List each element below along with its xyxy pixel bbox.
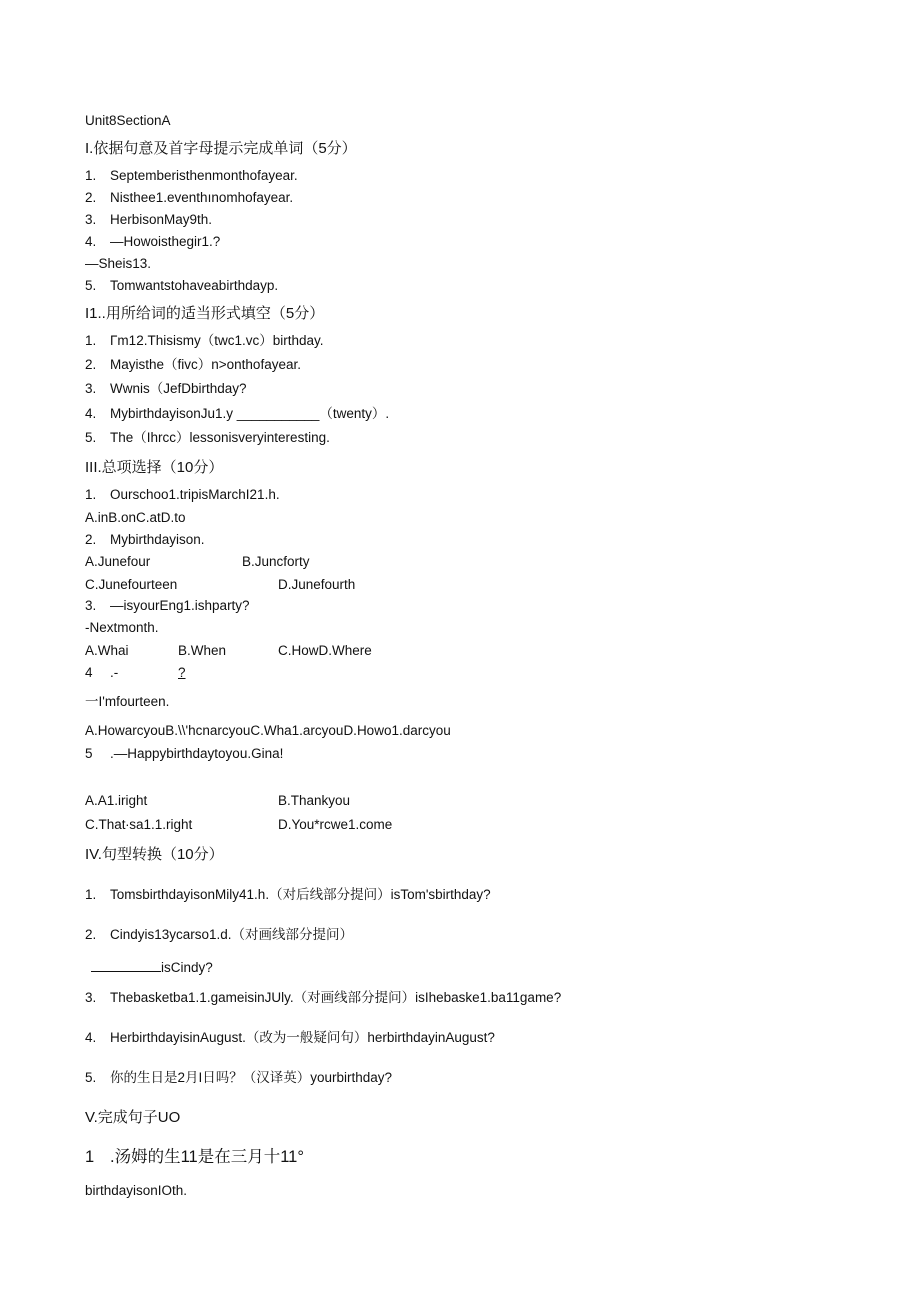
list-item: 1. Septemberisthenmonthofayear. [85, 168, 298, 183]
option-c: C.Junefourteen [85, 577, 178, 592]
list-item: 4. —Howoisthegir1.? [85, 234, 221, 249]
answer-line: —Sheis13. [85, 256, 152, 271]
list-item: 5. The（Ihrcc）lessonisveryinteresting. [85, 430, 330, 445]
option-a: A.Junefour [85, 554, 151, 569]
option-d: D.You*rcwe1.come [278, 817, 393, 832]
question-3: 3. —isyourEng1.ishparty? [85, 598, 250, 613]
option-a: A.A1.iright [85, 793, 148, 808]
list-item: 2. Nisthee1.eventhınomhofayear. [85, 190, 294, 205]
list-item: 5. Tomwantstohaveabirthdayp. [85, 278, 279, 293]
answer-line: -Nextmonth. [85, 620, 159, 635]
list-item: 4. MybirthdayisonJu1.y ___________（twenty）. [85, 406, 390, 421]
question-1: 1. Ourschoo1.tripisMarchI21.h. [85, 487, 280, 502]
question-2: 2. Mybirthdayison. [85, 532, 205, 547]
list-item: 2. Mayisthe（fivc）n>onthofayear. [85, 357, 301, 372]
answer-line: birthdayisonIOth. [85, 1183, 188, 1198]
section-3-heading: III.总项选择（10分） [85, 459, 224, 476]
section-2-heading: I1..用所给词的适当形式填空（5分） [85, 305, 325, 322]
section-1-heading: I.依据句意及首字母提示完成单词（5分） [85, 140, 357, 157]
section-4-heading: IV.句型转换（10分） [85, 846, 224, 863]
list-item: 2. Cindyis13ycarso1.d.（对画线部分提问） [85, 927, 354, 942]
option-cd: C.HowD.Where [278, 643, 372, 658]
list-item: 1. TomsbirthdayisonMily41.h.（对后线部分提问）isTom'sbirthday? [85, 887, 491, 902]
question-5: 5 .—Happybirthdaytoyou.Gina! [85, 746, 284, 761]
answer-line: 一I'mfourteen. [85, 694, 170, 709]
question-4-mark: ? [178, 665, 186, 680]
option-c: C.That∙sa1.1.right [85, 817, 193, 832]
list-item: 4. HerbirthdayisinAugust.（改为一般疑问句）herbirthdayinAugust? [85, 1030, 495, 1045]
document-title: Unit8SectionA [85, 113, 171, 128]
question-1-options: A.inB.onC.atD.to [85, 510, 186, 525]
list-item: 1. Γm12.Thisismy（twc1.vc）birthday. [85, 333, 324, 348]
answer-line: isCindy? [91, 959, 213, 977]
option-b: B.Juncforty [242, 554, 310, 569]
question-4-options: A.HowarcyouB.\\'hcnarcyouC.Wha1.arcyouD.Howo1.darcyou [85, 723, 451, 738]
list-item: 5. 你的生日是2月I日吗？（汉译英）yourbirthday? [85, 1070, 393, 1085]
option-b: B.Thankyou [278, 793, 351, 808]
list-item: 3. Wwnis（JefDbirthday? [85, 381, 247, 396]
list-item: 3. Thebasketba1.1.gameisinJUly.（对画线部分提问）isIhebaske1.ba11game? [85, 990, 562, 1005]
question-4: 4 .- [85, 665, 119, 680]
option-a: A.Whai [85, 643, 129, 658]
list-item: 1 .汤姆的生11是在三月十11° [85, 1148, 304, 1166]
option-d: D.Junefourth [278, 577, 356, 592]
option-b: B.When [178, 643, 227, 658]
section-5-heading: V.完成句子UO [85, 1109, 181, 1126]
list-item: 3. HerbisonMay9th. [85, 212, 213, 227]
